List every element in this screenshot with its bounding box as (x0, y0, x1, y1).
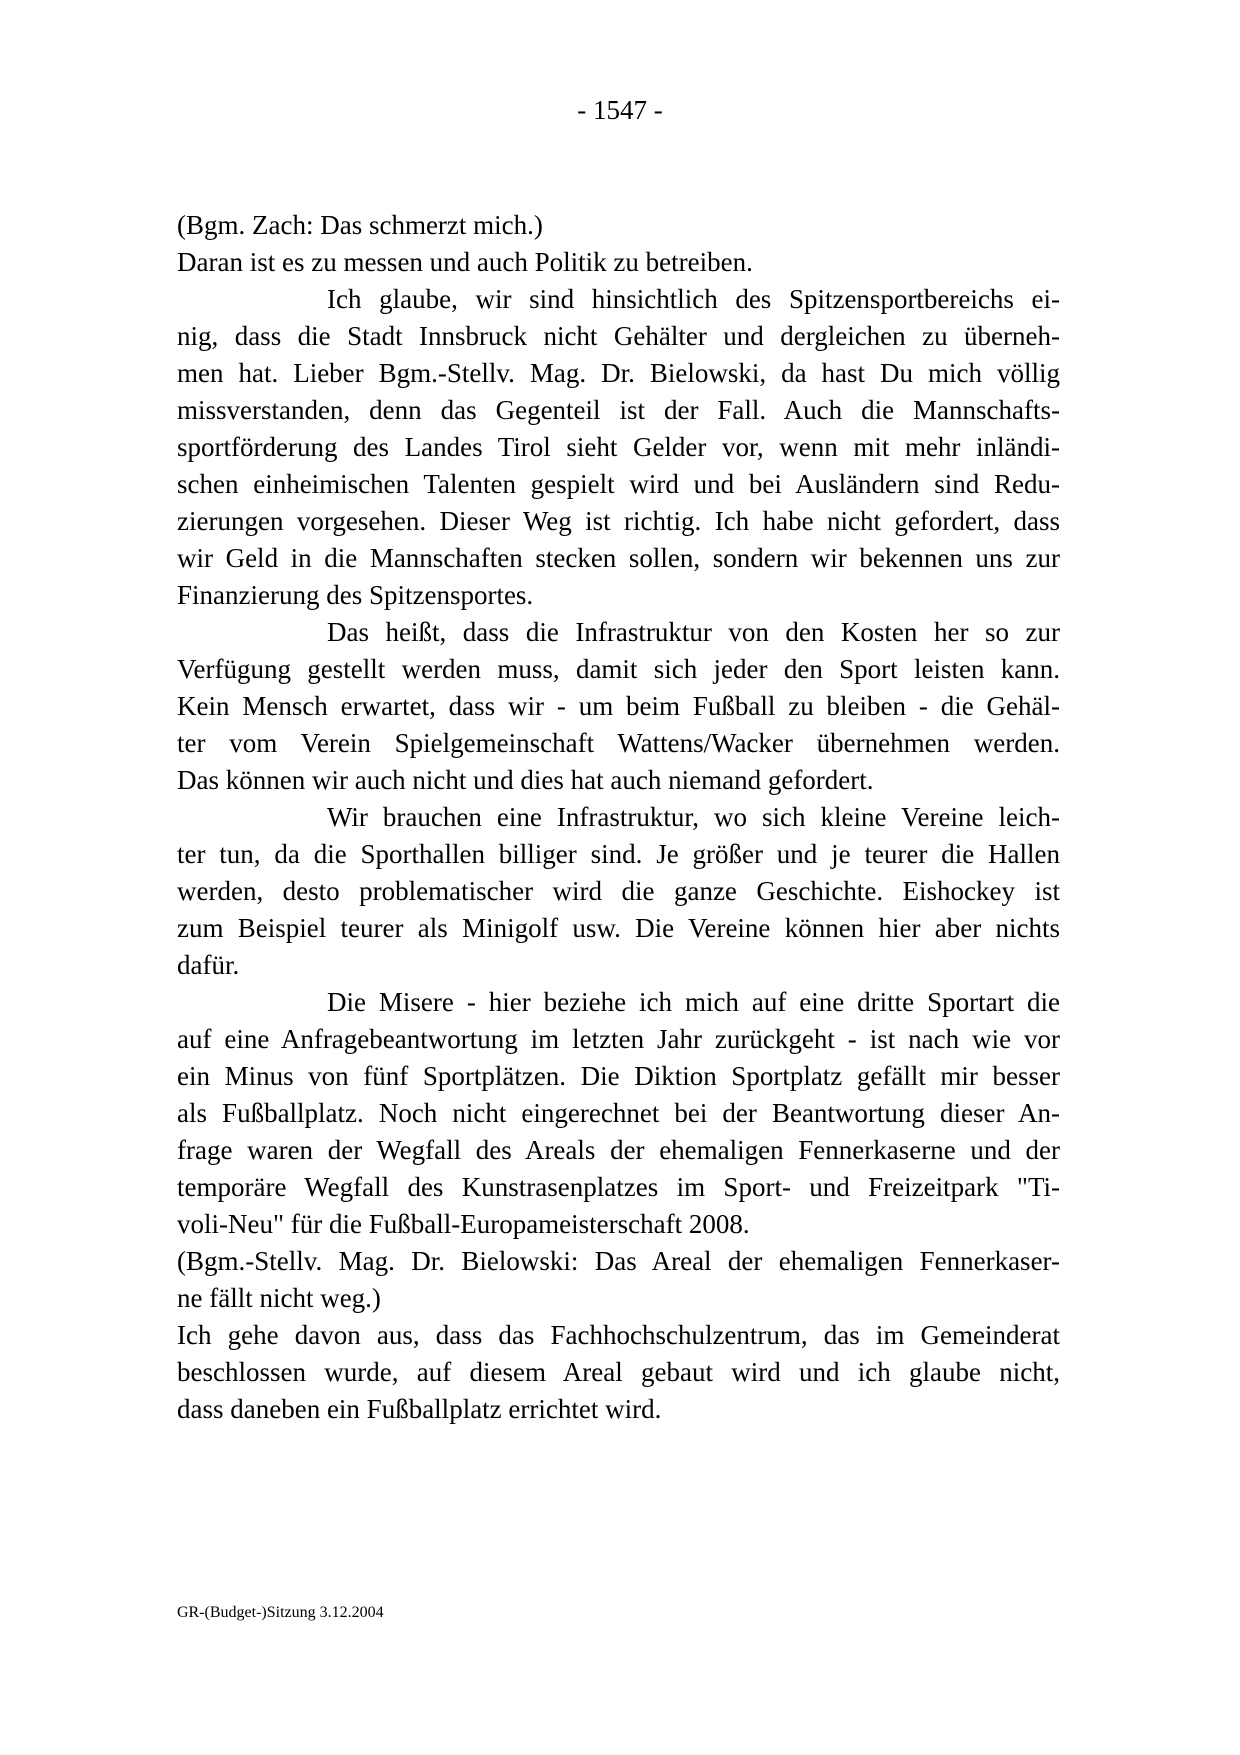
text-line: wir Geld in die Mannschaften stecken sollen, sondern wir bekennen uns zur (177, 543, 1060, 573)
text-line: werden, desto problematischer wird die ganze Geschichte. Eishockey ist (177, 876, 1060, 906)
text-line: missverstanden, denn das Gegenteil ist der Fall. Auch die Mannschafts- (177, 395, 1060, 425)
text-line: temporäre Wegfall des Kunstrasenplatzes im Sport- und Freizeitpark "Ti- (177, 1172, 1060, 1202)
text-line: Daran ist es zu messen und auch Politik zu betreiben. (177, 247, 753, 277)
text-line: Ich glaube, wir sind hinsichtlich des Spitzensportbereichs ei- (327, 284, 1060, 314)
text-line: dafür. (177, 950, 240, 980)
text-line: als Fußballplatz. Noch nicht eingerechnet bei der Beantwortung dieser An- (177, 1098, 1060, 1128)
text-line: zum Beispiel teurer als Minigolf usw. Die Vereine können hier aber nichts (177, 913, 1060, 943)
text-line: zierungen vorgesehen. Dieser Weg ist richtig. Ich habe nicht gefordert, dass (177, 506, 1060, 536)
text-line: Die Misere - hier beziehe ich mich auf eine dritte Sportart die (327, 987, 1060, 1017)
text-line: beschlossen wurde, auf diesem Areal gebaut wird und ich glaube nicht, (177, 1357, 1060, 1387)
text-line: ne fällt nicht weg.) (177, 1283, 381, 1313)
body-text (177, 207, 1060, 1428)
text-line: ter tun, da die Sporthallen billiger sind. Je größer und je teurer die Hallen (177, 839, 1060, 869)
text-line: (Bgm.-Stellv. Mag. Dr. Bielowski: Das Areal der ehemaligen Fennerkaser- (177, 1246, 1060, 1276)
text-line: frage waren der Wegfall des Areals der ehemaligen Fennerkaserne und der (177, 1135, 1060, 1165)
text-line: Verfügung gestellt werden muss, damit sich jeder den Sport leisten kann. (177, 654, 1060, 684)
text-line: Das heißt, dass die Infrastruktur von den Kosten her so zur (327, 617, 1060, 647)
text-line: (Bgm. Zach: Das schmerzt mich.) (177, 210, 543, 240)
text-line: schen einheimischen Talenten gespielt wird und bei Ausländern sind Redu- (177, 469, 1060, 499)
text-line: men hat. Lieber Bgm.-Stellv. Mag. Dr. Bielowski, da hast Du mich völlig (177, 358, 1060, 388)
text-line: dass daneben ein Fußballplatz errichtet wird. (177, 1394, 662, 1424)
text-line: nig, dass die Stadt Innsbruck nicht Gehälter und dergleichen zu überneh- (177, 321, 1060, 351)
text-line: Wir brauchen eine Infrastruktur, wo sich kleine Vereine leich- (327, 802, 1060, 832)
text-line: auf eine Anfragebeantwortung im letzten Jahr zurückgeht - ist nach wie vor (177, 1024, 1060, 1054)
text-line: Kein Mensch erwartet, dass wir - um beim Fußball zu bleiben - die Gehäl- (177, 691, 1060, 721)
text-line: sportförderung des Landes Tirol sieht Gelder vor, wenn mit mehr inländi- (177, 432, 1060, 462)
text-line: Finanzierung des Spitzensportes. (177, 580, 534, 610)
text-line: Ich gehe davon aus, dass das Fachhochschulzentrum, das im Gemeinderat (177, 1320, 1060, 1350)
text-line: ter vom Verein Spielgemeinschaft Wattens/Wacker übernehmen werden. (177, 728, 1060, 758)
text-line: Das können wir auch nicht und dies hat auch niemand gefordert. (177, 765, 874, 795)
text-line: voli-Neu" für die Fußball-Europameisterschaft 2008. (177, 1209, 750, 1239)
page-number: - 1547 - (577, 95, 663, 125)
footer-session-label: GR-(Budget-)Sitzung 3.12.2004 (177, 1604, 384, 1621)
text-line: ein Minus von fünf Sportplätzen. Die Diktion Sportplatz gefällt mir besser (177, 1061, 1060, 1091)
